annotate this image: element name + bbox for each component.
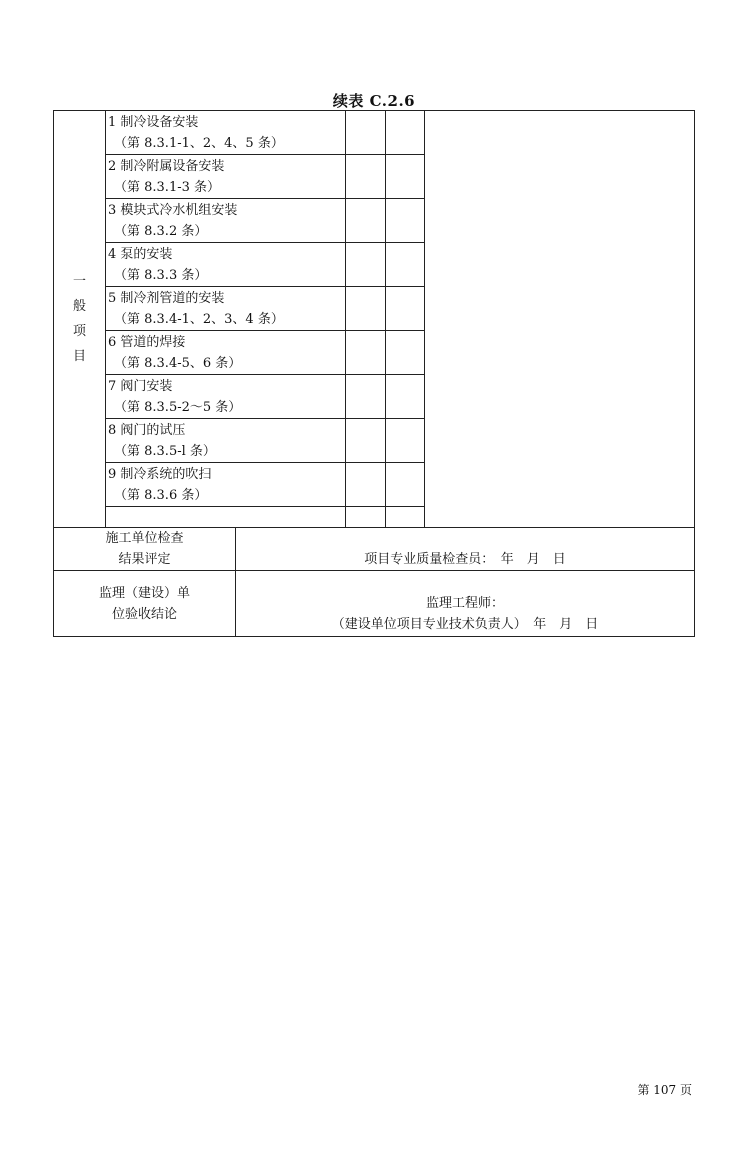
category-char: 目 xyxy=(72,349,86,364)
item-cell xyxy=(106,155,346,199)
item-cell xyxy=(106,419,346,463)
item-name: 5 制冷剂管道的安装 xyxy=(108,290,225,306)
item-name: 4 泵的安装 xyxy=(108,246,173,262)
check-cell[interactable] xyxy=(346,419,386,463)
check-cell[interactable] xyxy=(346,463,386,507)
item-ref: （第 8.3.6 条） xyxy=(114,487,208,503)
check-cell[interactable] xyxy=(386,287,425,331)
check-cell[interactable] xyxy=(386,419,425,463)
supervision-label: 监理（建设）单 xyxy=(98,585,190,601)
supervision-row xyxy=(54,571,695,637)
supervision-signature: （建设单位项目专业技术负责人） 年 月 日 xyxy=(331,616,599,632)
item-cell xyxy=(106,243,346,287)
item-name: 1 制冷设备安装 xyxy=(108,114,199,130)
check-cell[interactable] xyxy=(386,155,425,199)
check-cell[interactable] xyxy=(346,507,386,528)
check-cell[interactable] xyxy=(386,375,425,419)
inspector-signature: 项目专业质量检查员： 年 月 日 xyxy=(364,551,566,567)
supervision-label: 位验收结论 xyxy=(111,606,177,622)
item-ref: （第 8.3.4-5、6 条） xyxy=(114,355,242,371)
item-cell xyxy=(106,375,346,419)
item-name: 3 模块式冷水机组安装 xyxy=(108,202,238,218)
empty-item-cell[interactable] xyxy=(106,507,346,528)
item-name: 6 管道的焊接 xyxy=(108,334,186,350)
check-cell[interactable] xyxy=(346,243,386,287)
check-cell[interactable] xyxy=(346,155,386,199)
check-cell[interactable] xyxy=(346,375,386,419)
item-ref: （第 8.3.1-1、2、4、5 条） xyxy=(114,135,284,151)
category-cell xyxy=(54,111,106,528)
remarks-cell[interactable] xyxy=(425,111,695,528)
item-ref: （第 8.3.3 条） xyxy=(114,267,208,283)
inspection-label: 结果评定 xyxy=(118,552,171,567)
item-name: 9 制冷系统的吹扫 xyxy=(108,466,212,482)
inspection-result-cell[interactable] xyxy=(236,528,695,571)
category-char: 项 xyxy=(72,324,86,339)
category-char: 一 xyxy=(72,274,86,289)
check-cell[interactable] xyxy=(386,331,425,375)
item-ref: （第 8.3.2 条） xyxy=(114,223,208,239)
supervision-result-cell[interactable] xyxy=(236,571,695,637)
category-char: 般 xyxy=(72,299,86,314)
check-cell[interactable] xyxy=(386,463,425,507)
inspection-table xyxy=(53,110,695,637)
check-cell[interactable] xyxy=(386,507,425,528)
item-ref: （第 8.3.1-3 条） xyxy=(114,179,221,195)
check-cell[interactable] xyxy=(346,199,386,243)
check-cell[interactable] xyxy=(346,111,386,155)
item-ref: （第 8.3.4-1、2、3、4 条） xyxy=(114,311,284,327)
item-cell xyxy=(106,199,346,243)
check-cell[interactable] xyxy=(386,111,425,155)
item-name: 7 阀门安装 xyxy=(108,378,173,394)
item-ref: （第 8.3.5-2～5 条） xyxy=(114,399,242,415)
check-cell[interactable] xyxy=(346,331,386,375)
check-cell[interactable] xyxy=(386,243,425,287)
table-title: 续表 C.2.6 xyxy=(332,92,416,110)
check-cell[interactable] xyxy=(346,287,386,331)
item-cell xyxy=(106,287,346,331)
item-cell xyxy=(106,331,346,375)
item-ref: （第 8.3.5-l 条） xyxy=(114,443,216,459)
item-cell xyxy=(106,111,346,155)
table-row xyxy=(54,111,695,155)
item-cell xyxy=(106,463,346,507)
item-name: 8 阀门的试压 xyxy=(108,422,186,438)
inspection-label-cell xyxy=(54,528,236,571)
supervision-label-cell xyxy=(54,571,236,637)
inspection-label: 施工单位检查 xyxy=(105,531,184,546)
item-name: 2 制冷附属设备安装 xyxy=(108,158,225,174)
inspection-row xyxy=(54,528,695,571)
check-cell[interactable] xyxy=(386,199,425,243)
engineer-label: 监理工程师： xyxy=(426,595,505,611)
page-number: 第 107 页 xyxy=(637,1083,692,1097)
